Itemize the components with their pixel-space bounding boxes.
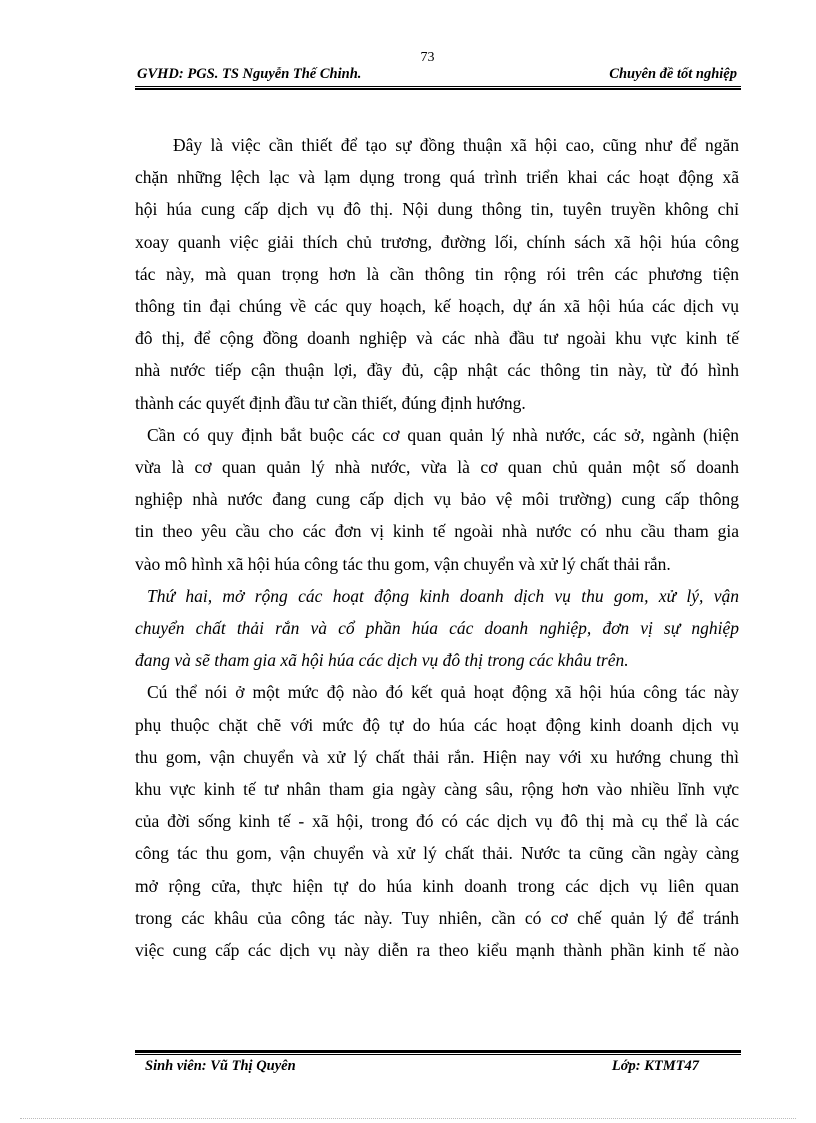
footer-rule — [135, 1050, 741, 1055]
text-line: mở rộng cửa, thực hiện tự do húa kinh doanh trong các dịch vụ liên quan — [135, 875, 739, 896]
text-line: chuyển chất thải rắn và cổ phần húa các doanh nghiệp, đơn vị sự nghiệp — [135, 618, 739, 639]
paragraph — [135, 676, 739, 966]
paragraph — [135, 129, 739, 419]
text-line: tác này, mà quan trọng hơn là cần thông tin rộng rói trên các phương tiện — [135, 263, 739, 284]
page-edge-divider — [20, 1118, 796, 1120]
text-line: vào mô hình xã hội húa công tác thu gom, vận chuyển và xử lý chất thải rắn. — [135, 553, 671, 574]
paragraph — [135, 419, 739, 580]
text-line: thông tin đại chúng về các quy hoạch, kế hoạch, dự án xã hội húa các dịch vụ — [135, 296, 739, 317]
footer-student: Sinh viên: Vũ Thị Quyên — [145, 1058, 296, 1074]
text-line: trong các khâu của công tác này. Tuy nhiên, cần có cơ chế quản lý để tránh — [135, 907, 739, 928]
page-footer — [135, 1058, 741, 1080]
text-line: chặn những lệch lạc và lạm dụng trong quá trình triển khai các hoạt động xã — [135, 167, 739, 188]
page-header — [135, 66, 741, 88]
paragraph-italic — [135, 580, 739, 677]
header-advisor: GVHD: PGS. TS Nguyễn Thế Chinh. — [137, 66, 362, 82]
text-line: Đây là việc cần thiết để tạo sự đồng thuận xã hội cao, cũng như để ngăn — [173, 135, 739, 155]
text-line: nhà nước tiếp cận thuận lợi, đầy đủ, cập nhật các thông tin này, từ đó hình — [135, 360, 739, 381]
header-rule — [135, 86, 741, 90]
text-line: xoay quanh việc giải thích chủ trương, đường lối, chính sách xã hội húa công — [135, 231, 739, 252]
text-line: việc cung cấp các dịch vụ này diễn ra theo kiểu mạnh thành phần kinh tế nào — [135, 940, 739, 961]
text-line: Thứ hai, mở rộng các hoạt động kinh doanh dịch vụ thu gom, xử lý, vận — [147, 585, 739, 606]
text-line: tin theo yêu cầu cho các đơn vị kinh tế ngoài nhà nước có nhu cầu tham gia — [135, 521, 739, 542]
footer-class: Lớp: KTMT47 — [611, 1058, 699, 1074]
text-line: khu vực kinh tế tư nhân tham gia ngày càng sâu, rộng hơn vào nhiều lĩnh vực — [135, 779, 739, 800]
text-line: hội húa cung cấp dịch vụ đô thị. Nội dung thông tin, tuyên truyền không chỉ — [135, 199, 739, 220]
text-line: phụ thuộc chặt chẽ với mức độ tự do húa các hoạt động kinh doanh dịch vụ — [135, 714, 739, 735]
text-line: thu gom, vận chuyển và xử lý chất thải rắn. Hiện nay với xu hướng chung thì — [135, 746, 739, 767]
text-line: vừa là cơ quan quản lý nhà nước, vừa là cơ quan chủ quản một số doanh — [135, 457, 739, 478]
header-document-type: Chuyên đề tốt nghiệp — [609, 66, 737, 82]
text-line: nghiệp nhà nước đang cung cấp dịch vụ bảo vệ môi trường) cung cấp thông — [135, 489, 739, 510]
text-line: đô thị, để cộng đồng doanh nghiệp và các nhà đầu tư ngoài khu vực kinh tế — [135, 328, 739, 349]
body-text — [135, 129, 739, 966]
text-line: Cú thể nói ở một mức độ nào đó kết quả hoạt động xã hội húa công tác này — [147, 682, 739, 703]
text-line: thành các quyết định đầu tư cần thiết, đúng định hướng. — [135, 392, 526, 413]
text-line: công tác thu gom, vận chuyển và xử lý chất thải. Nước ta cũng cần ngày càng — [135, 843, 739, 864]
text-line: đang và sẽ tham gia xã hội húa các dịch vụ đô thị trong các khâu trên. — [135, 650, 629, 671]
text-line: của đời sống kinh tế - xã hội, trong đó có các dịch vụ đô thị mà cụ thể là các — [135, 811, 739, 832]
page-number: 73 — [420, 50, 435, 65]
text-line: Cần có quy định bắt buộc các cơ quan quản lý nhà nước, các sở, ngành (hiện — [147, 424, 739, 445]
